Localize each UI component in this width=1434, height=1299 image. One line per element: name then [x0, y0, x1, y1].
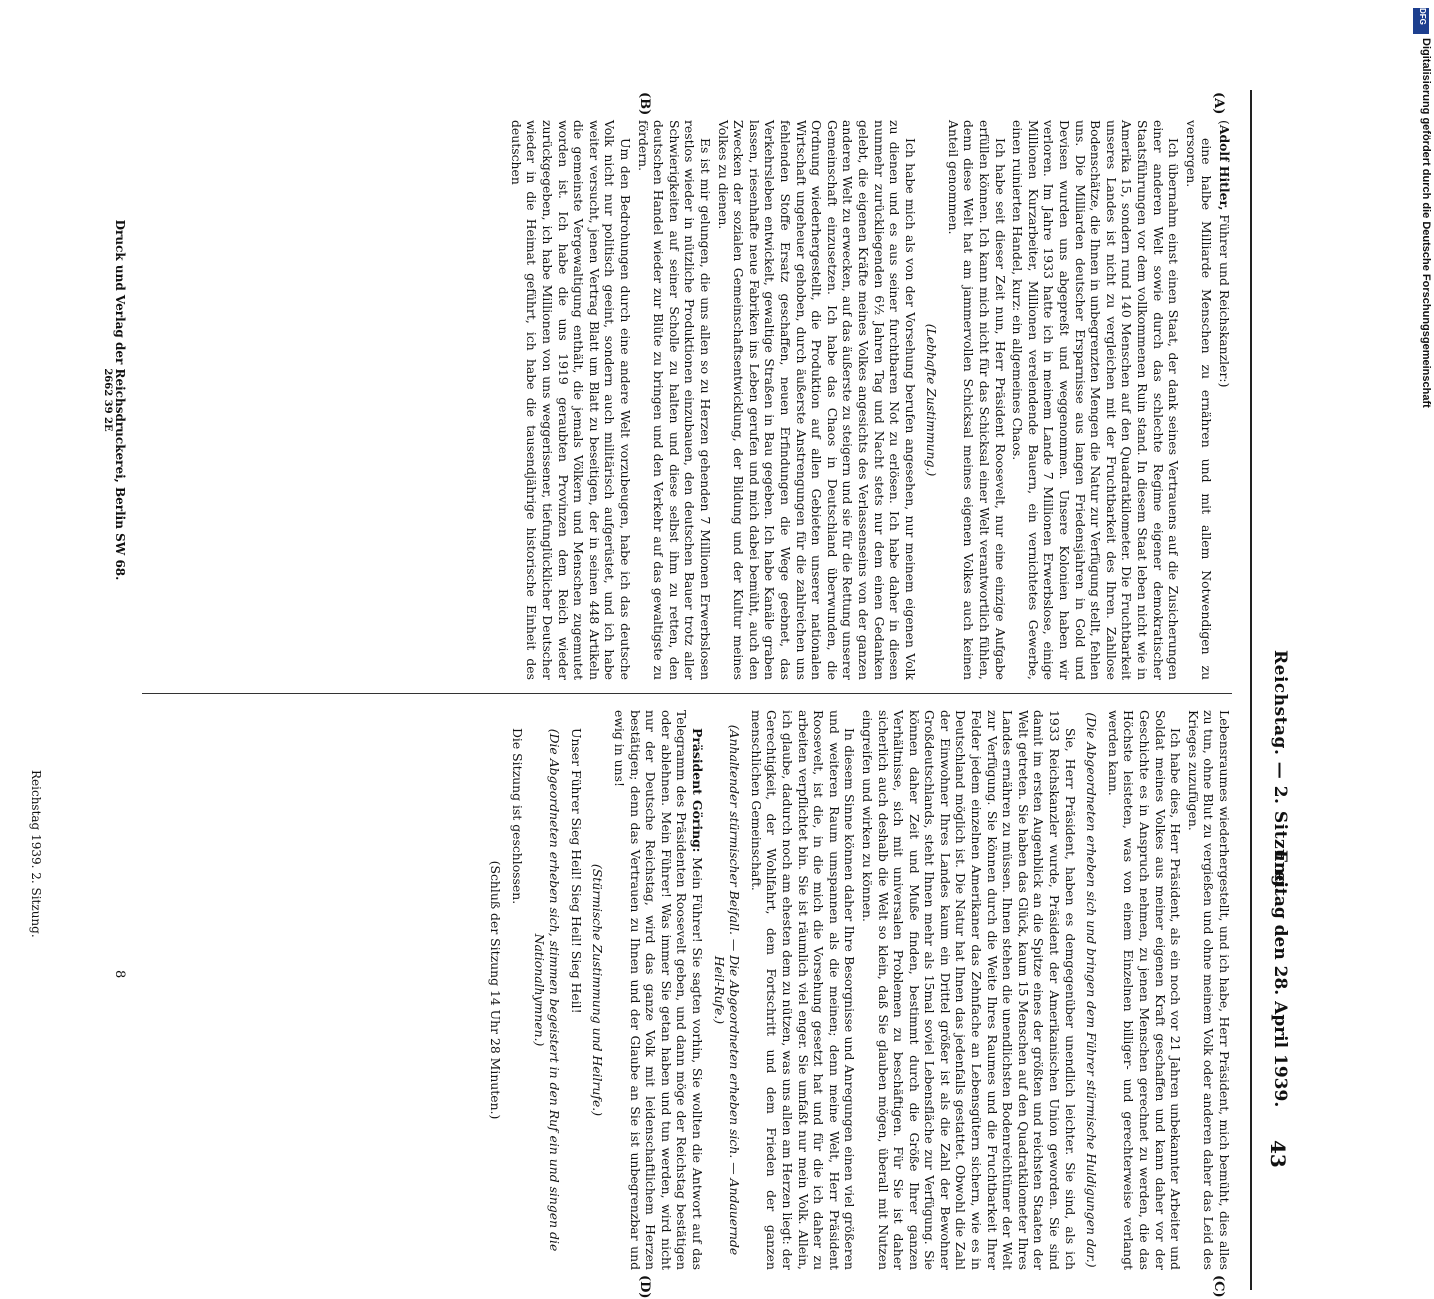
dfg-logo-icon: DFG [1413, 8, 1429, 34]
printer-footer [102, 120, 127, 680]
right-column [482, 710, 1232, 1270]
print-code: 2662 39 2E [102, 368, 113, 432]
paragraph: Um den Bedrohungen durch eine andere Welt vorzubeugen, habe ich das deutsche Volk nicht nur politisch geeint, sondern auch militärisch aufgerüstet, und ich habe weiter versucht, jenen Vertrag Blatt um Blatt zu beseitigen, der in seinen 448 Artikeln die gemeinste Vergewaltigung enthält, die jemals Völkern und Menschen zugemutet worden ist. Ich habe die uns 1919 geraubten Provinzen dem Reich wieder zurückgegeben, ich habe Millionen von uns weggerissener, tiefunglücklicher Deutscher wieder in die Heimat geführt, ich habe die tausendjährige historische Einheit des deutschen [508, 120, 634, 680]
paragraph: Ich habe seit dieser Zeit nun, Herr Präsident Roosevelt, nur eine einzige Aufgabe erfüllen können. Ich kann mich nicht für das Schicksal einer Welt verantwortlich fühlen, denn diese Welt hat am jammervollen Schicksal meines eigenen Volkes auch keinen Anteil genommen. [945, 120, 1008, 680]
margin-mark-a: (A) [1211, 92, 1226, 115]
paragraph: eine halbe Milliarde Menschen zu ernähren und mit allem Notwendigen zu versorgen. [1183, 120, 1215, 680]
speaker-paragraph [611, 710, 705, 1270]
paragraph: Es ist mir gelungen, die uns allen so zu Herzen gehenden 7 Millionen Erwerbslosen restlos wieder in nützliche Produktionen einzubauen, den deutschen Bauer trotz aller Schwierigkeiten auf seiner Scholle zu halten und diese selbst ihm zu retten, den deutschen Handel wieder zur Blüte zu bringen und den Verkehr auf das gewaltigste zu fördern. [635, 120, 713, 680]
margin-mark-d: (D) [637, 1275, 652, 1299]
speaker-name: Präsident Göring: [690, 728, 705, 853]
paragraph-text: Mein Führer! Sie sagten vorhin, Sie wollten die Antwort auf das Telegramm des Präsidenten Roosevelt geben, und dann möge der Reichstag bestätigen oder ablehnen. Mein Führer! Was immer Sie getan haben und tun werden, wird nicht nur der Deutsche Reichstag, wird das ganze Volk mit leidenschaftlichem Herzen bestätigen; denn das Vertrauen zu Ihnen und der Glaube an Sie ist unbegrenzbar und ewig in uns! [612, 710, 705, 1270]
page-header [1252, 90, 1292, 1290]
header-rule [1250, 90, 1252, 1290]
paragraph: Lebensraumes wiederhergestellt, und ich habe, Herr Präsident, mich bemüht, dies alles zu tun, ohne Blut zu vergießen und ohne meinem Volk oder anderen daher das Leid des Krieges zuzufügen. [1185, 710, 1232, 1270]
paragraph: Sie, Herr Präsident, haben es demgegenüber unendlich leichter. Sie sind, als ich 1933 Reichskanzler wurde, Präsident der Amerikanischen Union geworden. Sie sind damit im ersten Augenblick an die Spitze eines der größten und reichsten Staaten der Welt getreten. Sie haben das Glück, kaum 15 Menschen auf den Quadratkilometer Ihres Landes ernähren zu müssen. Ihnen stehen die unendlichsten Bodenreichtümer der Welt zur Verfügung. Sie können durch die Weite Ihres Raumes und die Fruchtbarkeit Ihrer Felder jedem einzelnen Amerikaner das Zehnfache an Lebensgütern sichern, wie es in Deutschland möglich ist. Die Natur hat Ihnen das jedenfalls gestattet. Obwohl die Zahl der Einwohner Ihres Landes kaum ein Drittel größer ist als die Zahl der Bewohner Großdeutschlands, steht Ihnen mehr als 15mal soviel Lebensfläche zur Verfügung. Sie können daher Zeit und Muße finden, bestimmt durch die Größe Ihrer ganzen Verhältnisse, sich mit universalen Problemen zu beschäftigen. Für Sie ist daher sicherlich auch deshalb die Welt so klein, daß Sie glauben mögen, überall mit Nutzen eingreifen und wirken zu können. [859, 710, 1078, 1270]
header-session: Reichstag. — 2. Sitzung. [1270, 650, 1290, 894]
speaker-role: Führer und Reichskanzler:) [1217, 214, 1232, 388]
dfg-notice-text: Digitalisierung gefördert durch die Deutsche Forschungsgemeinschaft [1420, 38, 1432, 408]
closing-line: (Schluß der Sitzung 14 Uhr 28 Minuten.) [488, 860, 504, 1120]
margin-mark-b: (B) [637, 92, 652, 116]
stage-direction: (Stürmische Zustimmung und Heilrufe.) [590, 863, 606, 1117]
paragraph: Die Sitzung ist geschlossen. [510, 728, 526, 905]
dfg-notice [1412, 8, 1432, 998]
stage-direction: (Anhaltender stürmischer Beifall. — Die Abgeordneten erheben sich. — Andauernde Heil-Rufe.) [711, 724, 743, 1256]
column-divider [142, 693, 1232, 694]
sheet-number: 8 [112, 970, 127, 979]
page-number: 43 [1266, 1140, 1290, 1168]
paragraph: Ich habe mich als von der Vorsehung berufen angesehen, nur meinem eigenen Volk zu dienen und es aus seiner furchtbaren Not zu erlösen. Ich habe daher in diesen nunmehr zurückliegenden 6½ Jahren Tag und Nacht stets nur dem einen Gedanken gelebt, die eigenen Kräfte meines Volkes angesichts des Verlassenseins von der ganzen anderen Welt zu erwecken, auf das äußerste zu steigern und sie für die Rettung unserer Gemeinschaft einzusetzen. Ich habe das Chaos in Deutschland überwunden, die Ordnung wiederhergestellt, die Produktion auf allen Gebieten unserer nationalen Wirtschaft ungeheuer gehoben, durch äußerste Anstrengungen für die zahlreichen uns fehlenden Stoffe Ersatz geschaffen, neuen Erfindungen die Wege geebnet, das Verkehrsleben entwickelt, gewaltige Straßen in Bau gegeben. Ich habe Kanäle graben lassen, riesenhafte neue Fabriken ins Leben gerufen und mich dabei bemüht, auch den Zwecken der sozialen Gemeinschaftsentwicklung, der Bildung und der Kultur meines Volkes zu dienen. [715, 120, 918, 680]
left-column [506, 120, 1232, 680]
stage-direction: (Die Abgeordneten erheben sich und bringen dem Führer stürmische Huldigungen dar.) [1084, 712, 1100, 1268]
bottom-left-tag [25, 770, 45, 940]
session-tag-text: Reichstag 1939. 2. Sitzung. [29, 770, 43, 938]
rotated-document-page [92, 90, 1292, 1299]
printer-imprint: Druck und Verlag der Reichsdruckerei, Berlin SW 68. [113, 219, 127, 581]
speaker-line: (Adolf Hitler, Führer und Reichskanzler:) [1217, 120, 1232, 388]
stage-direction: (Lebhafte Zustimmung.) [924, 323, 940, 477]
paragraph: Ich habe dies, Herr Präsident, als ein noch vor 21 Jahren unbekannter Arbeiter und Soldat meines Volkes aus meiner eigenen Kraft geschaffen und kann daher vor der Geschichte es in Anspruch nehmen, zu jenen Menschen gerechnet zu werden, die das Höchste leisteten, was von einem Einzelnen billiger- und gerechterweise verlangt werden kann. [1105, 710, 1184, 1270]
paragraph: In diesem Sinne können daher Ihre Besorgnisse und Anregungen einen viel größeren und weiteren Raum umspannen als die meinen; denn meine Welt, Herr Präsident Roosevelt, ist die, in die mich die Vorsehung gesetzt hat und für die ich daher zu arbeiten verpflichtet bin. Sie ist räumlich viel enger. Sie umfaßt nur mein Volk. Allein, ich glaube, dadurch noch am ehesten dem zu nützen, was uns allen am Herzen liegt: der Gerechtigkeit, der Wohlfahrt, dem Fortschritt und dem Frieden der ganzen menschlichen Gemeinschaft. [748, 710, 858, 1270]
margin-mark-c: (C) [1211, 1275, 1226, 1298]
speaker-name: Adolf Hitler, [1217, 124, 1232, 211]
paragraph: Unser Führer Sieg Heil! Sieg Heil! Sieg Heil! [568, 728, 584, 1014]
paragraph: Ich übernahm einst einen Staat, der dank seines Vertrauens auf die Zusicherungen einer anderen Welt sowie durch das schlechte Regime eigener demokratischer Staatsführungen vor dem vollkommenen Ruin stand. In diesem Staat leben nicht wie in Amerika 15, sondern rund 140 Menschen auf den Quadratkilometer. Die Fruchtbarkeit unseres Landes ist nicht zu vergleichen mit der Fruchtbarkeit des Ihren. Zahllose Bodenschätze, die Ihnen in unbegrenzten Mengen die Natur zur Verfügung stellt, fehlen uns. Die Milliarden deutscher Ersparnisse aus langen Friedensjahren in Gold und Devisen wurden uns abgepreßt und weggenommen. Unsere Kolonien haben wir verloren. Im Jahre 1933 hatte ich in meinem Lande 7 Millionen Erwerbslose, einige Millionen Kurzarbeiter, Millionen verelendende Bauern, ein vernichtetes Gewerbe, einen ruinierten Handel, kurz: ein allgemeines Chaos. [1010, 120, 1182, 680]
header-date: Freitag den 28. April 1939. [1270, 850, 1290, 1108]
stage-direction: (Die Abgeordneten erheben sich, stimmen begeistert in den Ruf ein und singen die Nationalhymnen.) [531, 728, 563, 1252]
